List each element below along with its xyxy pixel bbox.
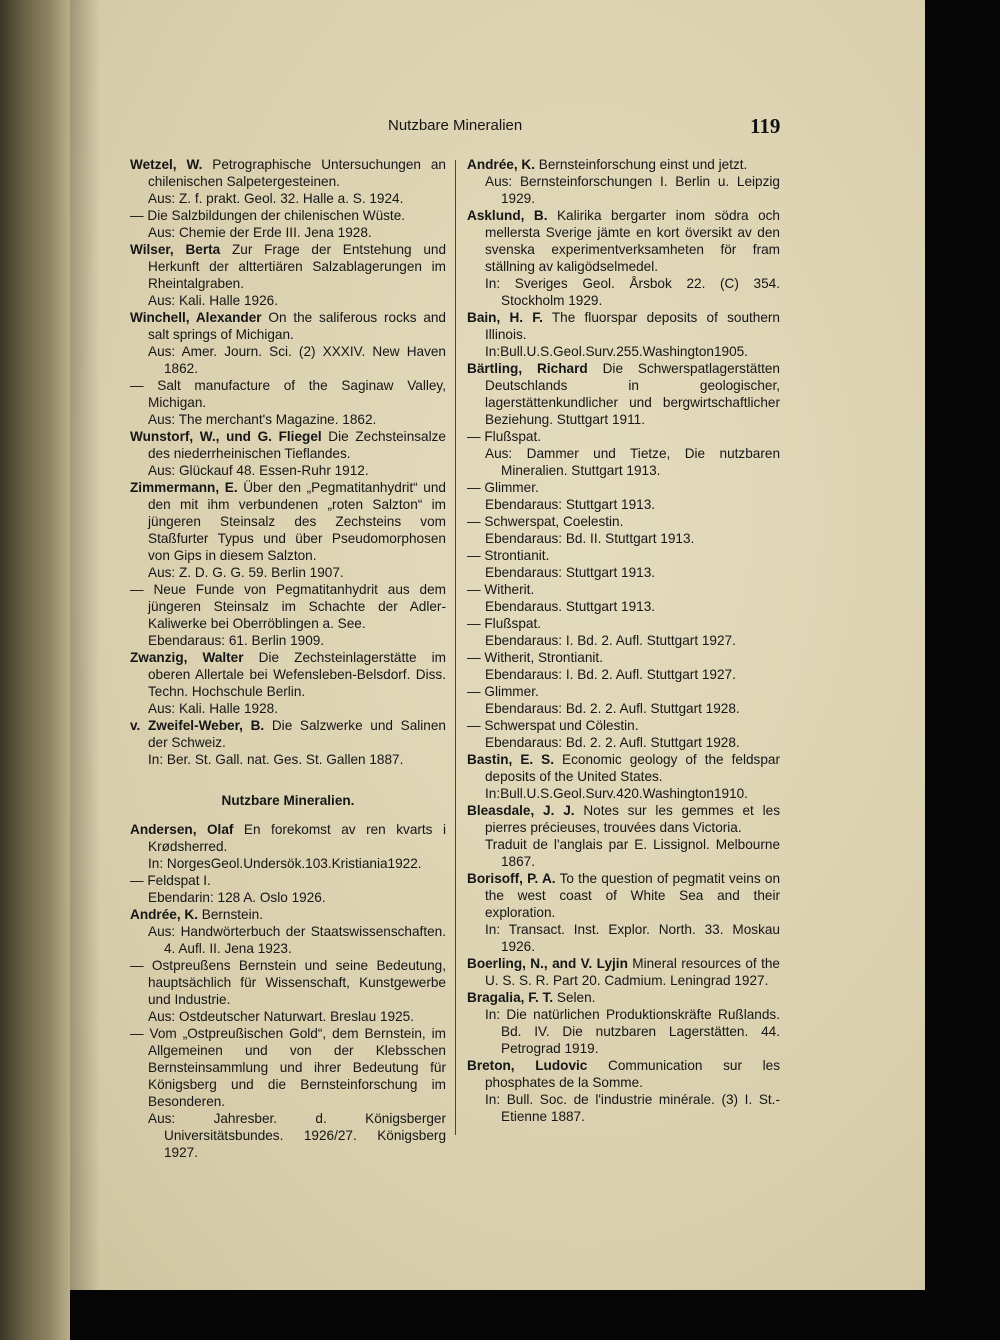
entry-source: Ebendaraus: 61. Berlin 1909.	[148, 633, 325, 648]
entry-title: On the saliferous rocks and salt springs of Michigan.	[148, 310, 446, 342]
bibliography-entry	[467, 802, 780, 836]
entry-title: To the question of pegmatit veins on the west coast of White Sea and their exploration.	[485, 871, 781, 920]
bibliography-entry	[467, 428, 780, 445]
entry-author: Bain, H. F.	[467, 310, 543, 325]
entry-author: Zimmermann, E.	[130, 480, 238, 495]
bibliography-entry	[130, 207, 446, 224]
bibliography-entry	[467, 156, 780, 173]
entry-source: In: NorgesGeol.Undersök.103.Kristiania1922.	[148, 856, 422, 871]
entry-author: Wetzel, W.	[130, 157, 203, 172]
entry-title: Petrographische Untersuchungen an chilenischen Salpetergesteinen.	[148, 157, 446, 189]
bibliography-entry	[467, 309, 780, 343]
entry-author: Winchell, Alexander	[130, 310, 262, 325]
entry-author: Bärtling, Richard	[467, 361, 588, 376]
entry-title: — Flußspat.	[467, 429, 542, 444]
entry-title: — Flußspat.	[467, 616, 542, 631]
bibliography-entry	[130, 957, 446, 1008]
entry-author: Boerling, N., and V. Lyjin	[467, 956, 628, 971]
bibliography-entry	[467, 581, 780, 598]
bibliography-entry	[467, 360, 780, 428]
entry-author: Asklund, B.	[467, 208, 548, 223]
bibliography-entry	[130, 1025, 446, 1110]
entry-source: Traduit de l'anglais par E. Lissignol. Melbourne 1867.	[485, 837, 780, 869]
bibliography-entry	[467, 513, 780, 530]
bibliography-entry	[467, 649, 780, 666]
entry-title: — Strontianit.	[467, 548, 550, 563]
entry-source: Aus: Kali. Halle 1928.	[148, 701, 278, 716]
entry-author: Breton, Ludovic	[467, 1058, 588, 1073]
entry-title: — Die Salzbildungen der chilenischen Wüste.	[130, 208, 406, 223]
book-spine	[0, 0, 70, 1340]
entry-title: Die Schwerspatlagerstätten Deutschlands in geologischer, lagerstättenkundlicher und bergwirtschaftlicher Beziehung. Stuttgart 1911.	[485, 361, 780, 427]
entry-source: Aus: Glückauf 48. Essen-Ruhr 1912.	[148, 463, 369, 478]
entry-title: Communication sur les phosphates de la Somme.	[485, 1058, 780, 1090]
entry-title: Über den „Pegmatitanhydrit“ und den mit ihm verbundenen „roten Salzton“ im jüngeren Steinsalz des Zechsteins vom Staßfurter Typus und über Pseudomorphosen von Gips in diesem Salzton.	[148, 480, 446, 563]
entry-author: Bragalia, F. T.	[467, 990, 554, 1005]
entry-source: Ebendaraus: Bd. 2. 2. Aufl. Stuttgart 1928.	[485, 701, 740, 716]
bibliography-entry	[130, 649, 446, 700]
entry-source: In: Transact. Inst. Explor. North. 33. Moskau 1926.	[485, 922, 780, 954]
left-column	[130, 156, 446, 1161]
entry-author: Andrée, K.	[467, 157, 535, 172]
entry-source: Aus: The merchant's Magazine. 1862.	[148, 412, 377, 427]
entry-author: Bastin, E. S.	[467, 752, 555, 767]
bibliography-entry	[467, 717, 780, 734]
entry-source: Aus: Jahresber. d. Königsberger Universitätsbundes. 1926/27. Königsberg 1927.	[148, 1111, 446, 1160]
bibliography-entry	[130, 479, 446, 564]
entry-source: Ebendaraus: I. Bd. 2. Aufl. Stuttgart 1927.	[485, 667, 736, 682]
bibliography-entry	[130, 821, 446, 855]
entry-author: Borisoff, P. A.	[467, 871, 556, 886]
entry-source: Ebendaraus: I. Bd. 2. Aufl. Stuttgart 1927.	[485, 633, 736, 648]
entry-source: In: Die natürlichen Produktionskräfte Rußlands. Bd. IV. Die nutzbaren Lagerstätten. 44. Petrograd 1919.	[485, 1007, 780, 1056]
entry-title: — Neue Funde von Pegmatitanhydrit aus dem jüngeren Steinsalz im Schachte der Adler-Kaliwerke bei Oberröblingen a. See.	[130, 582, 446, 631]
entry-title: Die Zechsteinsalze des niederrheinischen Tieflandes.	[148, 429, 446, 461]
entry-source: Aus: Dammer und Tietze, Die nutzbaren Mineralien. Stuttgart 1913.	[485, 446, 780, 478]
entry-author: Bleasdale, J. J.	[467, 803, 575, 818]
bibliography-entry	[467, 989, 780, 1006]
bibliography-entry	[130, 717, 446, 751]
entry-title: — Feldspat I.	[130, 873, 211, 888]
entry-title: En forekomst av ren kvarts i Krødsherred.	[148, 822, 446, 854]
entry-title: — Glimmer.	[467, 684, 539, 699]
entry-title: — Ostpreußens Bernstein und seine Bedeutung, hauptsächlich für Wissenschaft, Kunstgewerbe und Industrie.	[130, 958, 446, 1007]
entry-source: Ebendaraus: Stuttgart 1913.	[485, 565, 656, 580]
entry-title: — Witherit, Strontianit.	[467, 650, 603, 665]
entry-source: In: Ber. St. Gall. nat. Ges. St. Gallen 1887.	[148, 752, 404, 767]
entry-title: Notes sur les gemmes et les pierres précieuses, trouvées dans Victoria.	[485, 803, 781, 835]
entry-source: Aus: Z. f. prakt. Geol. 32. Halle a. S. 1924.	[148, 191, 404, 206]
bibliography-entry	[130, 581, 446, 632]
entry-source: Aus: Ostdeutscher Naturwart. Breslau 1925.	[148, 1009, 414, 1024]
gutter-shadow	[70, 0, 100, 1290]
entry-source: Aus: Bernsteinforschungen I. Berlin u. Leipzig 1929.	[485, 174, 780, 206]
bibliography-entry	[467, 751, 780, 785]
bibliography-entry	[130, 156, 446, 190]
entry-source: Ebendaraus: Bd. 2. 2. Aufl. Stuttgart 1928.	[485, 735, 740, 750]
right-column	[467, 156, 780, 1125]
entry-source: Ebendaraus: Stuttgart 1913.	[485, 497, 656, 512]
entry-source: In: Bull. Soc. de l'industrie minérale. (3) I. St.-Etienne 1887.	[485, 1092, 780, 1124]
entry-title: Zur Frage der Entstehung und Herkunft der alttertiären Salzablagerungen im Rheintalgraben.	[148, 242, 447, 291]
entry-author: Andersen, Olaf	[130, 822, 234, 837]
bibliography-entry	[467, 955, 780, 989]
running-header: Nutzbare Mineralien	[388, 117, 523, 134]
entry-author: v. Zweifel-Weber, B.	[130, 718, 265, 733]
entry-author: Andrée, K.	[130, 907, 198, 922]
bibliography-entry	[130, 872, 446, 889]
entry-author: Zwanzig, Walter	[130, 650, 244, 665]
bibliography-entry	[130, 906, 446, 923]
entry-title: — Salt manufacture of the Saginaw Valley, Michigan.	[130, 378, 446, 410]
bibliography-entry	[467, 870, 780, 921]
bibliography-entry	[467, 479, 780, 496]
entry-title: — Witherit.	[467, 582, 535, 597]
entry-title: — Vom „Ostpreußischen Gold“, dem Bernstein, im Allgemeinen und von der Klebsschen Bernsteinsammlung und ihrer Bedeutung für Königsberg und die Bernsteinforschung im Besonderen.	[130, 1026, 446, 1109]
entry-title: — Glimmer.	[467, 480, 539, 495]
entry-title: Kalirika bergarter inom södra och mellersta Sverige jämte en kort översikt av den svenska experimentverksamheten för fram ställning av kaligödselmedel.	[485, 208, 780, 274]
entry-source: Aus: Kali. Halle 1926.	[148, 293, 278, 308]
bibliography-entry	[467, 207, 780, 275]
page-number: 119	[750, 114, 781, 138]
entry-source: In:Bull.U.S.Geol.Surv.420.Washington1910.	[485, 786, 748, 801]
entry-source: Aus: Chemie der Erde III. Jena 1928.	[148, 225, 372, 240]
bibliography-entry	[130, 428, 446, 462]
entry-source: Ebendaraus. Stuttgart 1913.	[485, 599, 656, 614]
entry-source: Aus: Z. D. G. G. 59. Berlin 1907.	[148, 565, 344, 580]
section-heading: Nutzbare Mineralien.	[221, 793, 355, 808]
entry-author: Wunstorf, W., und G. Fliegel	[130, 429, 322, 444]
entry-title: Selen.	[556, 990, 596, 1005]
entry-title: Die Salzwerke und Salinen der Schweiz.	[148, 718, 446, 750]
bibliography-entry	[130, 377, 446, 411]
bibliography-entry	[467, 683, 780, 700]
column-divider	[455, 160, 456, 1135]
bibliography-entry	[467, 1057, 780, 1091]
entry-author: Wilser, Berta	[130, 242, 221, 257]
bibliography-entry	[467, 615, 780, 632]
entry-source: In:Bull.U.S.Geol.Surv.255.Washington1905.	[485, 344, 748, 359]
entry-title: — Schwerspat und Cölestin.	[467, 718, 639, 733]
bibliography-entry	[130, 241, 446, 292]
entry-title: Bernsteinforschung einst und jetzt.	[538, 157, 748, 172]
entry-title: — Schwerspat, Coelestin.	[467, 514, 624, 529]
entry-source: Aus: Amer. Journ. Sci. (2) XXXIV. New Haven 1862.	[148, 344, 446, 376]
entry-title: Die Zechsteinlagerstätte im oberen Allertale bei Wefensleben-Belsdorf. Diss. Techn. Hochschule Berlin.	[148, 650, 447, 699]
entry-source: Aus: Handwörterbuch der Staatswissenschaften. 4. Aufl. II. Jena 1923.	[148, 924, 446, 956]
entry-title: Economic geology of the feldspar deposits of the United States.	[485, 752, 780, 784]
entry-source: In: Sveriges Geol. Årsbok 22. (C) 354. Stockholm 1929.	[485, 276, 780, 308]
entry-title: The fluorspar deposits of southern Illinois.	[485, 310, 780, 342]
entry-source: Ebendarin: 128 A. Oslo 1926.	[148, 890, 326, 905]
bibliography-entry	[130, 309, 446, 343]
entry-title: Bernstein.	[201, 907, 263, 922]
entry-title: Mineral resources of the U. S. S. R. Part 20. Cadmium. Leningrad 1927.	[485, 956, 780, 988]
entry-source: Ebendaraus: Bd. II. Stuttgart 1913.	[485, 531, 695, 546]
bibliography-entry	[467, 547, 780, 564]
